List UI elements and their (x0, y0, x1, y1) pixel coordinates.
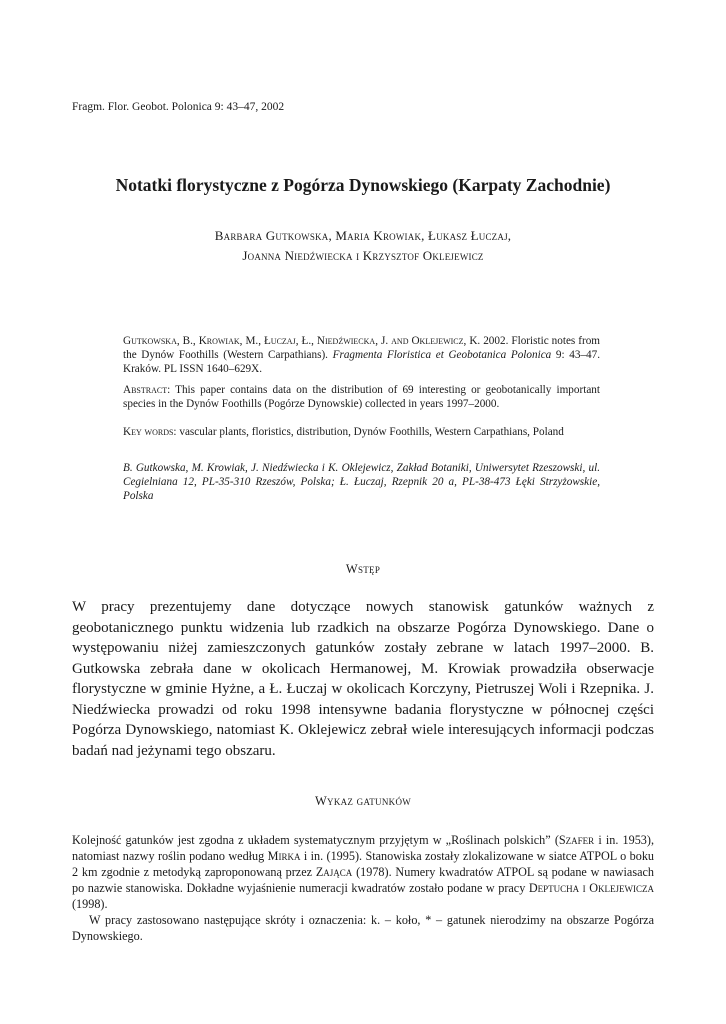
authors-line-2: Joanna Niedźwiecka i Krzysztof Oklejewicz (242, 248, 484, 263)
citation-authors: Gutkowska, B., Krowiak, M., Łuczaj, Ł., Niedźwiecka, J. and Oklejewicz, K. (123, 335, 481, 347)
section-heading-intro: Wstęp (345, 562, 381, 576)
citation-text: 2002. Floristic notes from the Dynów Foothills (Western Carpathians). (123, 335, 601, 362)
abbreviations-paragraph: W pracy zastosowano następujące skróty i oznaczenia: k. – koło, * – gatunek nierodzimy na obszarze Pogórza Dynowskiego. (72, 913, 654, 943)
citation-mirka: Mirka (267, 849, 301, 863)
key-words (123, 425, 600, 439)
abstract (123, 383, 600, 411)
journal-reference: Fragm. Flor. Geobot. Polonica 9: 43–47, 2002 (72, 101, 285, 113)
citation-journal: Fragmenta Floristica et Geobotanica Polonica (332, 349, 552, 362)
species-list-intro-paragraph (72, 832, 654, 912)
text-run: Kolejność gatunków jest zgodna z układem systematycznym przyjętym w „Roślinach polskich” ( (72, 833, 559, 847)
citation-tail: 9: 43–47. Kraków. PL ISSN 1640–629X. (123, 349, 600, 376)
text-run: (1978). Numery kwadratów ATPOL są podane w nawiasach po nazwie stanowiska. Dokładne wyjaśnienie numeracji kwadratów zostało podane w pracy (72, 865, 654, 895)
citation-szafer: Szafer (558, 833, 595, 847)
text-run: i in. (1995). Stanowiska zostały zlokalizowane w siatce ATPOL o boku 2 km zgodnie z metodyką zaproponowaną przez (72, 849, 655, 879)
citation-zajac: Zająca (315, 865, 353, 879)
authors-line-1: Barbara Gutkowska, Maria Krowiak, Łukasz Łuczaj, (214, 228, 512, 243)
abstract-label: Abstract: (123, 384, 171, 396)
abstract-text: This paper contains data on the distribution of 69 interesting or geobotanically important species in the Dynów Foothills (Pogórze Dynowskie) collected in years 1997–2000. (123, 384, 600, 411)
author-addresses: B. Gutkowska, M. Krowiak, J. Niedźwiecka i K. Oklejewicz, Zakład Botaniki, Uniwersytet Rzeszowski, ul. Cegielniana 12, PL-35-310 Rzeszów, Polska; Ł. Łuczaj, Rzepnik 20 a, PL-38-473 Łęki Strzyżowskie, Polska (123, 462, 600, 503)
intro-paragraph: W pracy prezentujemy dane dotyczące nowych stanowisk gatunków ważnych z geobotanicznego punktu widzenia lub rzadkich na obszarze Pogórza Dynowskiego. Dane o występowaniu niżej zamieszczonych gatunków zostały zebrane w latach 1997–2000. B. Gutkowska zebrała dane w okolicach Hermanowej, M. Krowiak prowadziła obserwacje florystyczne w gminie Hyżne, a Ł. Łuczaj w okolicach Korczyny, Pietruszej Woli i Rzepnika. J. Niedźwiecka prowadzi od roku 1998 intensywne badania florystyczne w północnej części Pogórza Dynowskiego, natomiast K. Oklejewicz zebrał wiele interesujących informacji podczas badań nad jeżynami tego obszaru. (72, 599, 654, 759)
text-run: i in. 1953), natomiast nazwy roślin podano według (72, 833, 654, 863)
text-run: (1998). (72, 897, 108, 911)
citation-deptucha: Deptucha i Oklejewicza (528, 881, 655, 895)
section-heading-species-list: Wykaz gatunków (314, 794, 412, 808)
key-words-label: Key words: (123, 426, 177, 438)
paper-title: Notatki florystyczne z Pogórza Dynowskiego (Karpaty Zachodnie) (115, 175, 611, 195)
citation (123, 334, 600, 377)
key-words-text: vascular plants, floristics, distribution, Dynów Foothills, Western Carpathians, Poland (176, 426, 564, 438)
